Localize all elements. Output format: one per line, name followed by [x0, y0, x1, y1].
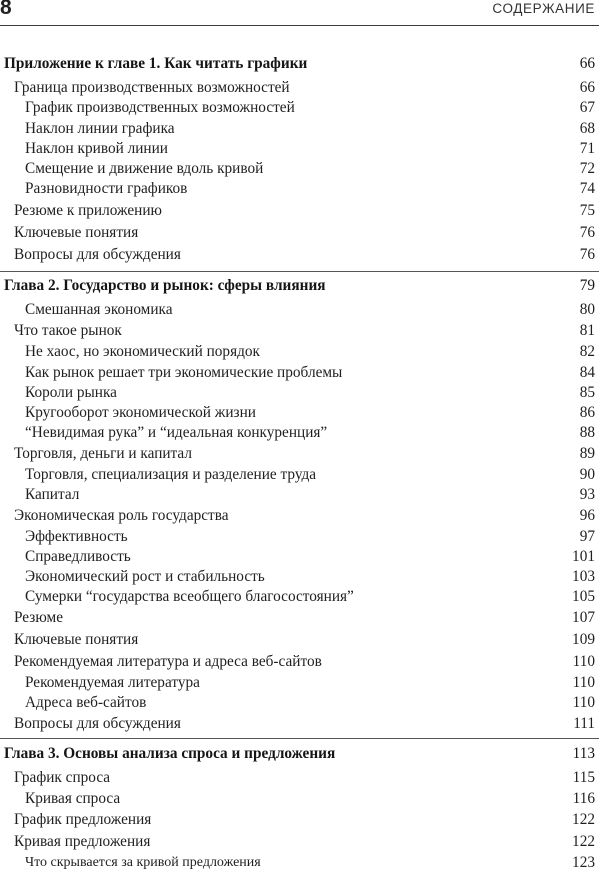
toc-entry-title: Глава 3. Основы анализа спроса и предложения	[4, 745, 336, 762]
toc-entry[interactable]	[0, 140, 599, 158]
toc-entry[interactable]	[0, 674, 599, 692]
toc-entry[interactable]	[0, 528, 599, 546]
toc-entry[interactable]	[0, 548, 599, 566]
toc-entry-title: Рекомендуемая литература и адреса веб-сайтов	[14, 653, 322, 670]
toc-entry[interactable]	[0, 715, 599, 733]
toc-entry[interactable]	[0, 609, 599, 627]
toc-entry-title: Разновидности графиков	[25, 180, 188, 197]
toc-entry[interactable]	[0, 301, 599, 319]
toc-entry[interactable]	[0, 507, 599, 525]
toc-entry-title: Наклон кривой линии	[25, 140, 168, 157]
toc-entry-page: 109	[572, 631, 595, 648]
toc-entry-title: Как рынок решает три экономические проблемы	[25, 364, 343, 381]
toc-entry-page: 85	[579, 384, 595, 401]
toc-entry-title: Резюме к приложению	[14, 202, 162, 219]
toc-entry-page: 122	[572, 811, 595, 828]
toc-entry-page: 79	[579, 277, 595, 294]
toc-entry-title: Граница производственных возможностей	[14, 79, 290, 96]
toc-entry-title: Не хаос, но экономический порядок	[25, 343, 260, 360]
toc-entry-title: Адреса веб-сайтов	[25, 694, 147, 711]
header-rule	[0, 25, 599, 26]
toc-entry-title: Справедливость	[25, 548, 131, 565]
toc-entry[interactable]	[0, 404, 599, 422]
toc-entry[interactable]	[0, 769, 599, 787]
toc-entry-title: Экономическая роль государства	[14, 507, 229, 524]
toc-entry-page: 107	[572, 609, 595, 626]
toc-entry-page: 113	[572, 745, 595, 762]
toc-entry-page: 66	[579, 79, 595, 96]
toc-entry-title: Ключевые понятия	[14, 224, 139, 241]
toc-entry-title: Рекомендуемая литература	[25, 674, 200, 691]
toc-entry[interactable]	[0, 424, 599, 442]
toc-entry-page: 93	[579, 486, 595, 503]
toc-entry-page: 110	[572, 653, 595, 670]
toc-entry-page: 103	[572, 568, 595, 585]
toc-entry-page: 74	[579, 180, 595, 197]
toc-entry[interactable]	[0, 466, 599, 484]
toc-entry-page: 96	[579, 507, 595, 524]
toc-entry-page: 76	[579, 224, 595, 241]
toc-entry-title: Короли рынка	[25, 384, 117, 401]
toc-entry[interactable]	[0, 246, 599, 264]
section-divider	[0, 738, 599, 739]
toc-entry-title: Кривая предложения	[14, 833, 151, 850]
toc-entry-title: График производственных возможностей	[25, 99, 295, 116]
toc-entry[interactable]	[0, 445, 599, 463]
toc-entry-page: 88	[579, 424, 595, 441]
toc-entry-page: 86	[579, 404, 595, 421]
toc-entry[interactable]	[0, 224, 599, 242]
toc-entry[interactable]	[0, 180, 599, 198]
toc-entry-chapter-2[interactable]	[0, 277, 599, 295]
toc-entry-title: Вопросы для обсуждения	[14, 246, 181, 263]
toc-entry-title: Что скрывается за кривой предложения	[25, 855, 261, 870]
toc-entry-title: “Невидимая рука” и “идеальная конкуренция”	[25, 424, 328, 441]
toc-entry-title: Глава 2. Государство и рынок: сферы влияния	[4, 277, 326, 294]
toc-entry-page: 72	[579, 160, 595, 177]
running-head: СОДЕРЖАНИЕ	[492, 1, 595, 16]
toc-entry-page: 75	[579, 202, 595, 219]
toc-entry[interactable]	[0, 588, 599, 606]
toc-entry-title: Торговля, деньги и капитал	[14, 445, 192, 462]
toc-entry-page: 76	[579, 246, 595, 263]
section-divider	[0, 271, 599, 272]
toc-entry-title: Торговля, специализация и разделение труда	[25, 466, 317, 483]
toc-entry-page: 90	[579, 466, 595, 483]
toc-entry-title: Наклон линии графика	[25, 120, 175, 137]
toc-entry-title: График предложения	[14, 811, 152, 828]
toc-entry-page: 110	[572, 674, 595, 691]
toc-entry-page: 116	[572, 790, 595, 807]
toc-entry-title: График спроса	[14, 769, 111, 786]
toc-entry-page: 111	[573, 715, 595, 732]
toc-entry[interactable]	[0, 653, 599, 671]
toc-entry-appendix-1[interactable]	[0, 55, 599, 73]
toc-entry-page: 122	[572, 833, 595, 850]
toc-entry[interactable]	[0, 343, 599, 361]
toc-entry[interactable]	[0, 854, 599, 872]
toc-entry[interactable]	[0, 160, 599, 178]
toc-entry-page: 82	[579, 343, 595, 360]
toc-entry-page: 101	[572, 548, 595, 565]
toc-entry-page: 89	[579, 445, 595, 462]
toc-entry-page: 67	[579, 99, 595, 116]
toc-entry[interactable]	[0, 202, 599, 220]
toc-entry[interactable]	[0, 322, 599, 340]
toc-entry[interactable]	[0, 99, 599, 117]
toc-entry[interactable]	[0, 384, 599, 402]
toc-entry[interactable]	[0, 568, 599, 586]
page-number: 8	[0, 0, 12, 19]
toc-entry-page: 115	[572, 769, 595, 786]
toc-entry-chapter-3[interactable]	[0, 745, 599, 763]
toc-entry[interactable]	[0, 631, 599, 649]
toc-entry[interactable]	[0, 790, 599, 808]
toc-entry-title: Что такое рынок	[14, 322, 122, 339]
toc-entry-page: 81	[579, 322, 595, 339]
toc-entry-title: Кривая спроса	[25, 790, 121, 807]
toc-entry-title: Смещение и движение вдоль кривой	[25, 160, 264, 177]
toc-entry-page: 97	[579, 528, 595, 545]
toc-entry[interactable]	[0, 79, 599, 97]
toc-entry[interactable]	[0, 364, 599, 382]
toc-entry-page: 71	[579, 140, 595, 157]
toc-entry-title: Ключевые понятия	[14, 631, 139, 648]
toc-entry-title: Эффективность	[25, 528, 128, 545]
toc-entry-title: Кругооборот экономической жизни	[25, 404, 256, 421]
toc-entry[interactable]	[0, 120, 599, 138]
toc-entry-page: 80	[579, 301, 595, 318]
toc-entry-page: 110	[572, 694, 595, 711]
toc-entry-page: 105	[572, 588, 595, 605]
toc-entry[interactable]	[0, 694, 599, 712]
toc-entry-title: Вопросы для обсуждения	[14, 715, 181, 732]
toc-entry[interactable]	[0, 833, 599, 851]
toc-entry[interactable]	[0, 486, 599, 504]
toc-entry-page: 68	[579, 120, 595, 137]
toc-entry[interactable]	[0, 811, 599, 829]
toc-entry-title: Экономический рост и стабильность	[25, 568, 265, 585]
toc-entry-title: Смешанная экономика	[25, 301, 173, 318]
toc-entry-page: 123	[572, 854, 595, 871]
toc-entry-page: 84	[579, 364, 595, 381]
toc-entry-title: Резюме	[14, 609, 64, 626]
toc-entry-title: Сумерки “государства всеобщего благосостояния”	[25, 588, 354, 605]
toc-entry-page: 66	[579, 55, 595, 72]
toc-entry-title: Капитал	[25, 486, 80, 503]
toc-entry-title: Приложение к главе 1. Как читать графики	[4, 55, 308, 72]
